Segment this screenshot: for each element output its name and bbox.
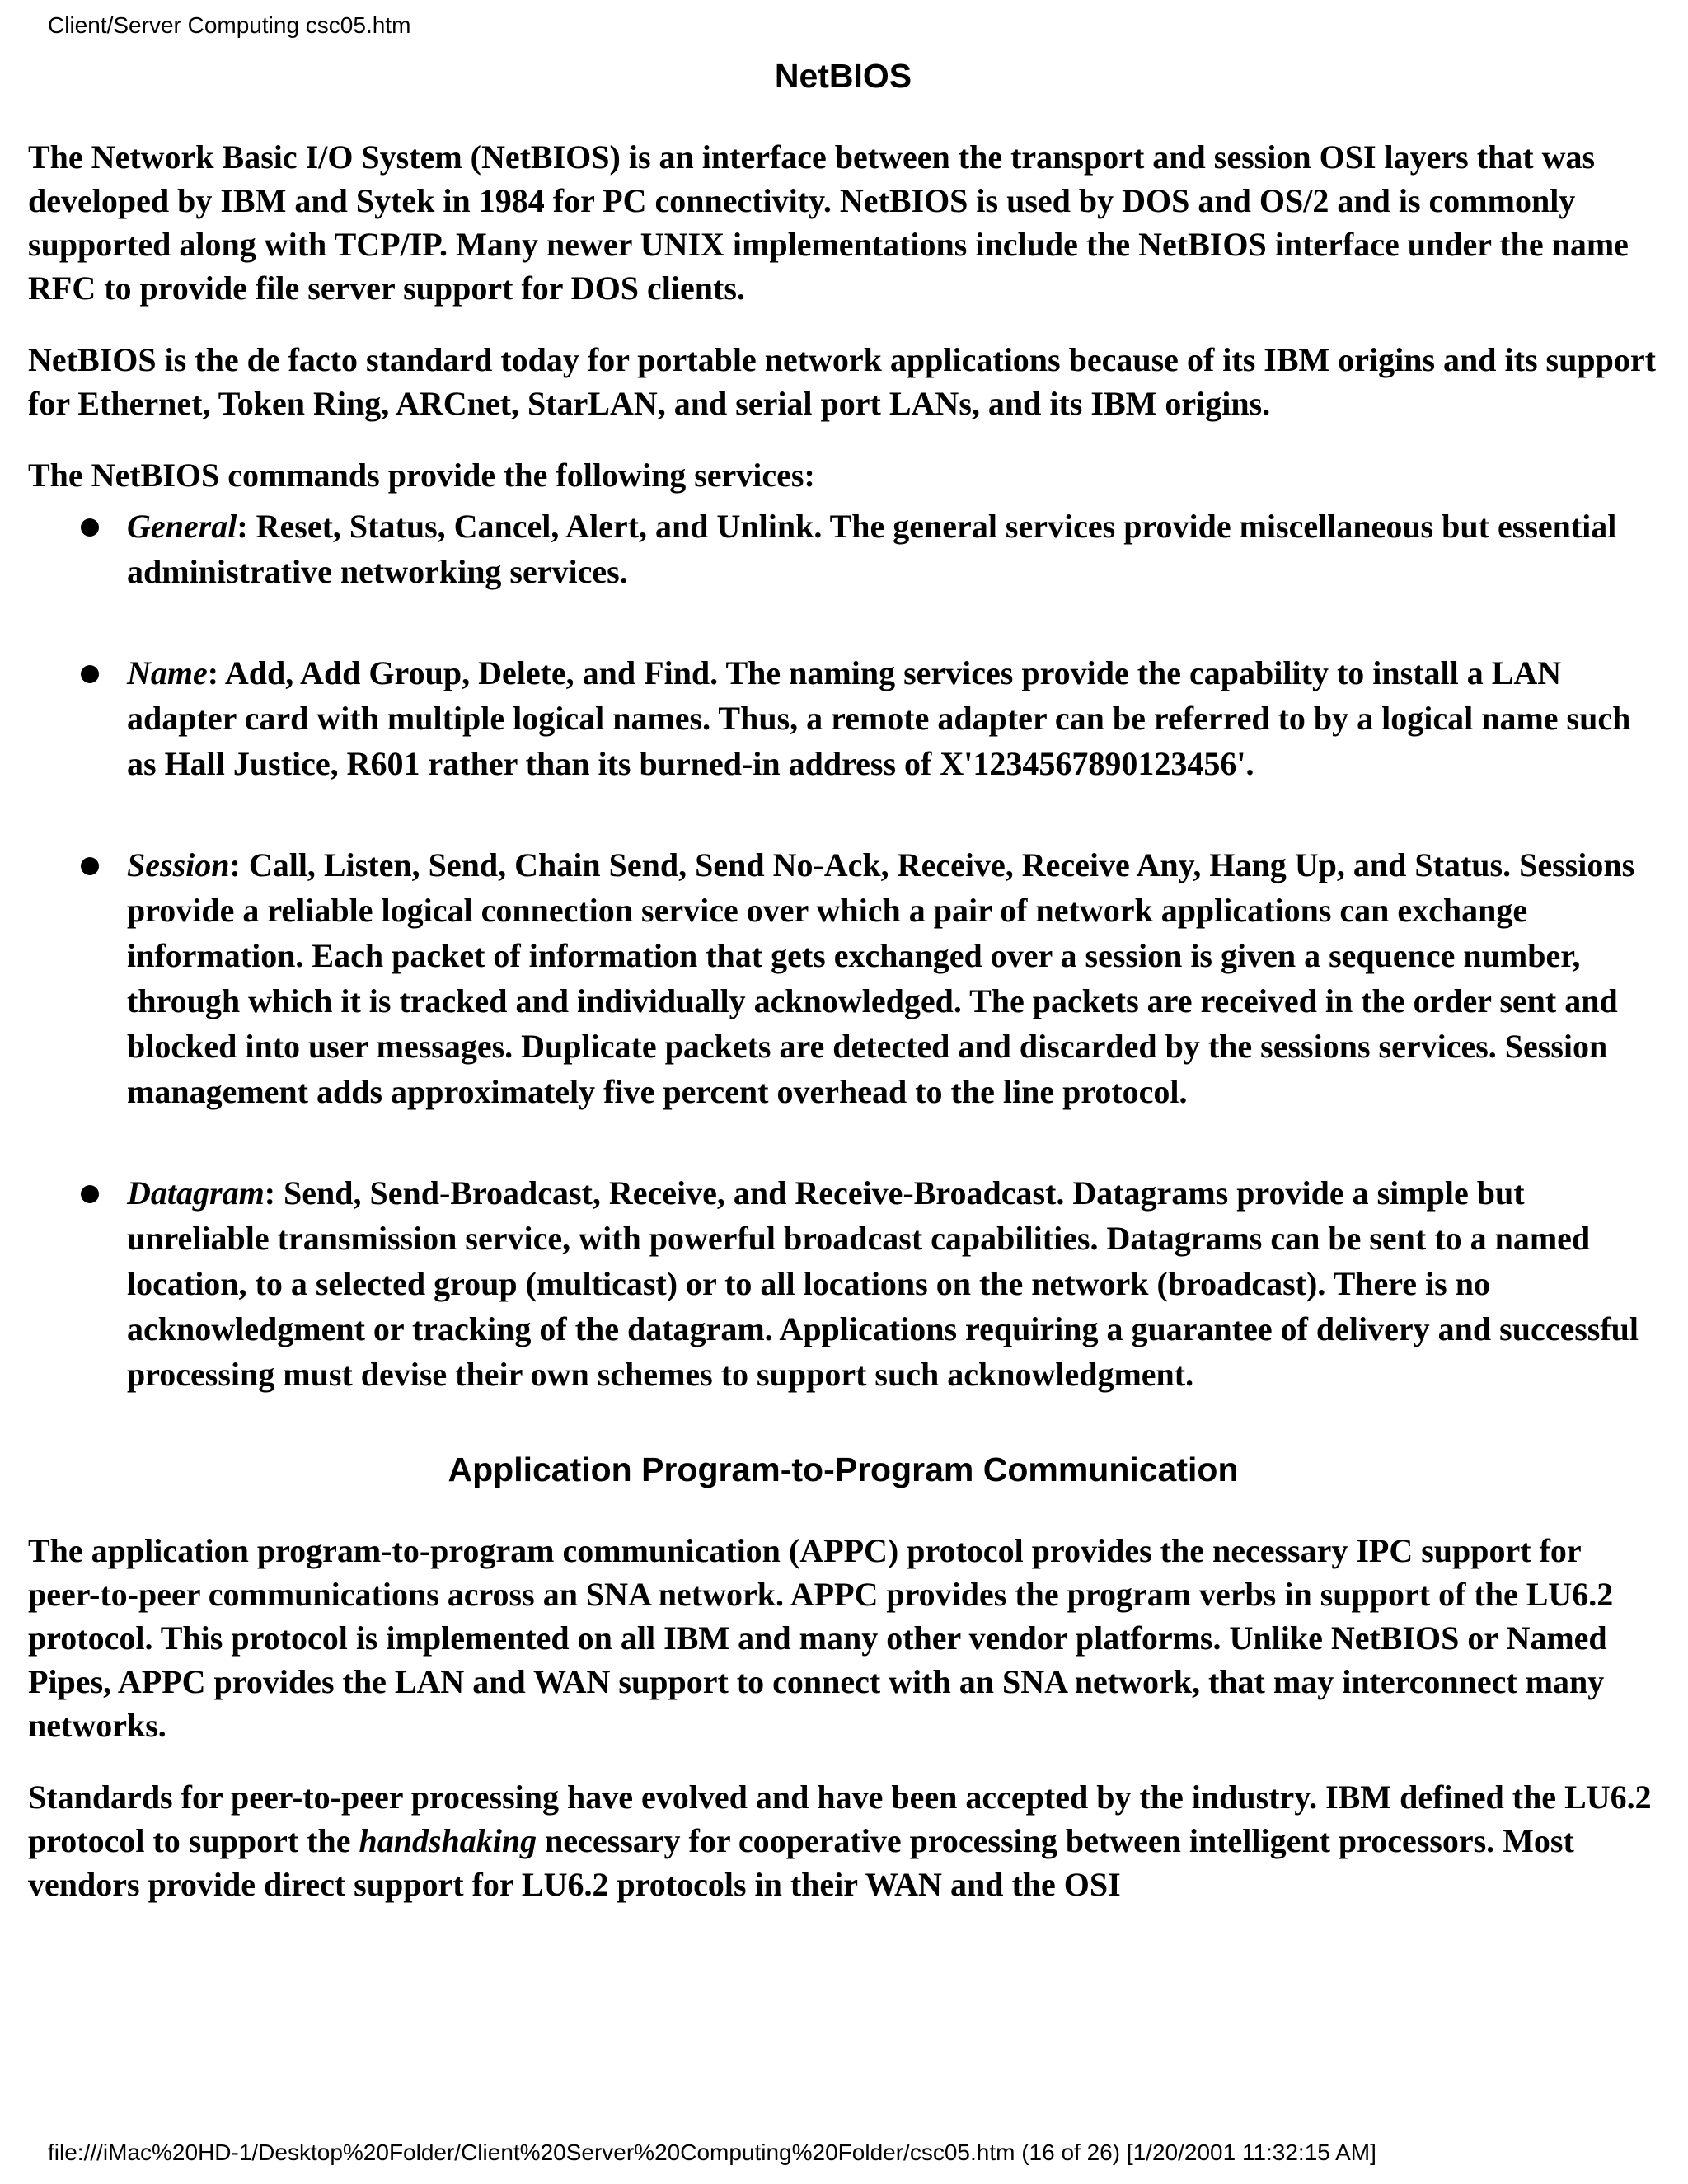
bullet-icon — [81, 518, 99, 537]
print-footer: file:///iMac%20HD-1/Desktop%20Folder/Client%20Server%20Computing%20Folder/csc05.htm (16 of 26) [1/20/2001 11:32:15 AM] — [48, 2139, 1376, 2165]
list-item — [28, 504, 1658, 594]
document-body — [28, 51, 1658, 1906]
paragraph-text: necessary for cooperative processing between intelligent processors. Most vendors provide direct support for LU6.2 protocols in their WAN and the OSI — [28, 1822, 1574, 1903]
paragraph: The Network Basic I/O System (NetBIOS) is an interface between the transport and session OSI layers that was developed by IBM and Sytek in 1984 for PC connectivity. NetBIOS is used by DOS and OS/2 and is commonly supported along with TCP/IP. Many newer UNIX implementations include the NetBIOS interface under the name RFC to provide file server support for DOS clients. — [28, 138, 1629, 307]
service-description: : Send, Send-Broadcast, Receive, and Receive-Broadcast. Datagrams provide a simple but unreliable transmission service, with powerful broadcast capabilities. Datagrams can be sent to a named location, to a selected group (multicast) or to all locations on the network (broadcast). There is no acknowledgment or tracking of the datagram. Applications requiring a guarantee of delivery and successful processing must devise their own schemes to support such acknowledgment. — [127, 1174, 1639, 1393]
service-description: : Add, Add Group, Delete, and Find. The naming services provide the capability to install a LAN adapter card with multiple logical names. Thus, a remote adapter can be referred to by a logical name such as Hall Justice, R601 rather than its burned-in address of X'1234567890123456'. — [127, 654, 1631, 782]
bullet-icon — [81, 1185, 99, 1203]
section-heading-appc: Application Program-to-Program Communication — [448, 1451, 1239, 1488]
print-header: Client/Server Computing csc05.htm — [48, 12, 411, 38]
list-item — [28, 842, 1658, 1114]
section-heading-netbios: NetBIOS — [774, 57, 912, 95]
bullet-icon — [81, 857, 99, 875]
service-term: General — [127, 508, 237, 545]
service-term: Name — [127, 654, 208, 691]
list-item — [28, 650, 1658, 786]
paragraph: NetBIOS is the de facto standard today for portable network applications because of its IBM origins and its support for Ethernet, Token Ring, ARCnet, StarLAN, and serial port LANs, and its IBM origins. — [28, 341, 1656, 422]
paragraph-text: Standards for peer-to-peer processing have evolved and have been accepted by the industry. IBM defined the LU6.2 protocol to support the — [28, 1779, 1652, 1859]
service-term: Session — [127, 846, 230, 883]
services-list — [28, 504, 1658, 1397]
paragraph — [28, 1775, 1658, 1906]
list-item — [28, 1170, 1658, 1397]
paragraph: The NetBIOS commands provide the following services: — [28, 457, 815, 494]
paragraph: The application program-to-program communication (APPC) protocol provides the necessary IPC support for peer-to-peer communications across an SNA network. APPC provides the program verbs in support of the LU6.2 protocol. This protocol is implemented on all IBM and many other vendor platforms. Unlike NetBIOS or Named Pipes, APPC provides the LAN and WAN support to connect with an SNA network, that may interconnect many networks. — [28, 1532, 1614, 1744]
service-term: Datagram — [127, 1174, 265, 1212]
bullet-icon — [81, 665, 99, 683]
emphasis-term: handshaking — [359, 1822, 537, 1859]
service-description: : Call, Listen, Send, Chain Send, Send No-Ack, Receive, Receive Any, Hang Up, and Status. Sessions provide a reliable logical connection service over which a pair of network applications can exchange information. Each packet of information that gets exchanged over a session is given a sequence number, through which it is tracked and individually acknowledged. The packets are received in the order sent and blocked into user messages. Duplicate packets are detected and discarded by the sessions services. Session management adds approximately five percent overhead to the line protocol. — [127, 846, 1635, 1110]
service-description: : Reset, Status, Cancel, Alert, and Unlink. The general services provide miscellaneous but essential administrative networking services. — [127, 508, 1617, 590]
